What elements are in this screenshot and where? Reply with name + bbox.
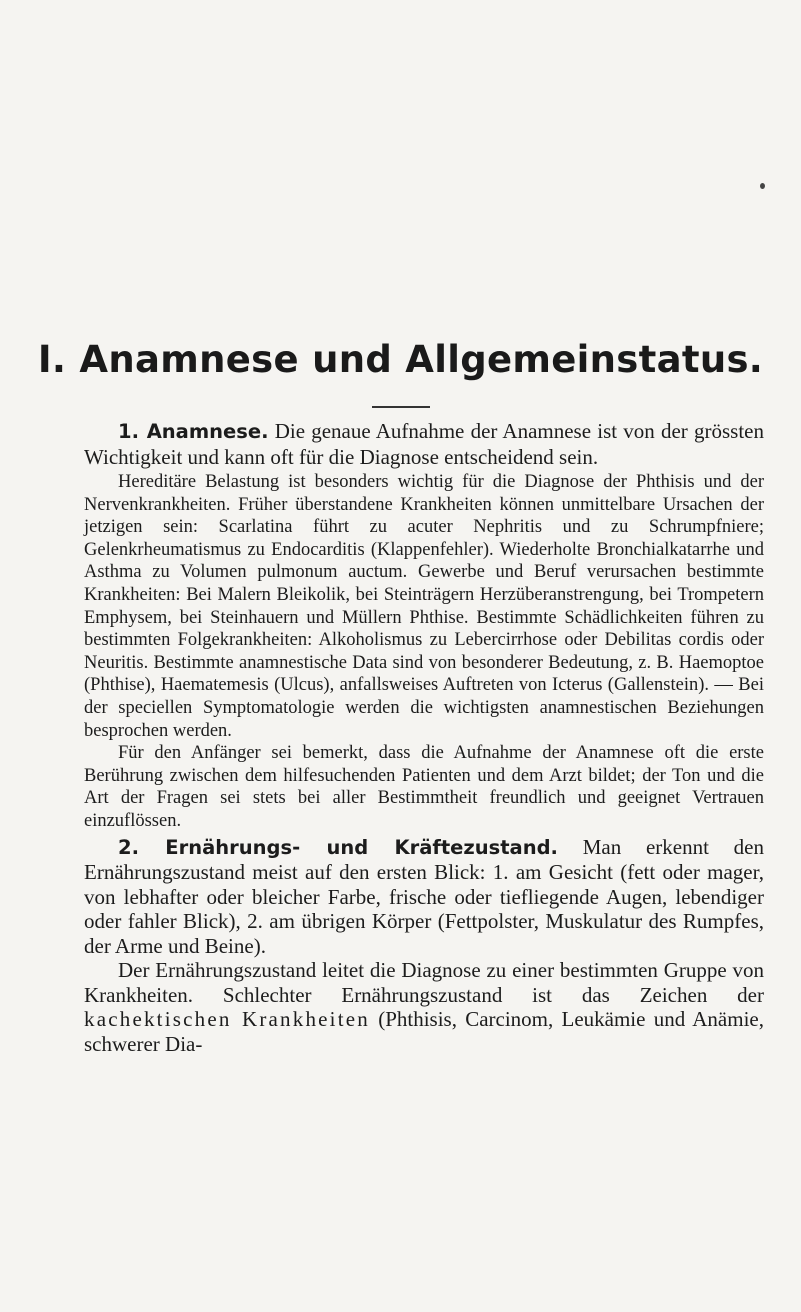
chapter-title: I. Anamnese und Allgemeinstatus. [37,338,764,381]
section-1-heading: 1. Anamnese. [118,420,269,443]
section-1-intro-text: Die genaue Aufnahme der Anamnese ist von der grössten Wichtigkeit und kann oft für die Diagnose entscheidend sein. [84,419,764,469]
section-2-heading: 2. Ernährungs- und Kräftezustand. [118,835,558,859]
section-2-para-emphasis: kachektischen Krankheiten [84,1007,370,1031]
section-2-intro-text: Man erkennt den Ernährungszustand meist auf den ersten Blick: 1. am Gesicht (fett oder mager, von lebhafter oder bleicher Farbe, frische oder tiefliegende Augen, lebendiger oder fahler Blick), 2. am übrigen Körper (Fettpolster, Muskulatur des Rumpfes, der Arme und Beine). [84,834,764,958]
section-2-para-start: Der Ernährungszustand leitet die Diagnose zu einer bestimmten Gruppe von Krankheiten. Schlechter Ernährungszustand ist das Zeichen der [84,958,764,1007]
section-1-paragraph-beginner: Für den Anfänger sei bemerkt, dass die Aufnahme der Anamnese oft die erste Berührung zwischen dem hilfesuchenden Patienten und dem Arzt bildet; der Ton und die Art der Fragen sei stets bei aller Bestimmtheit freundlich und geeignet Vertrauen einzuflössen. [84,743,764,831]
section-1-intro-paragraph [84,419,764,469]
ink-speck [760,183,765,189]
section-2-para-end: (Phthisis, Carcinom, Leukämie und Anämie, schwerer Dia- [84,1007,764,1056]
section-1-paragraph-heredity: Hereditäre Belastung ist besonders wichtig für die Diagnose der Phthisis und der Nervenkrankheiten. Früher überstandene Krankheiten können unmittelbare Ursachen der jetzigen sein: Scarlatina führt zu acuter Nephritis und zu Schrumpfniere; Gelenkrheumatismus zu Endocarditis (Klappenfehler). Wiederholte Bronchialkatarrhe und Asthma zu Volumen pulmonum auctum. Gewerbe und Beruf verursachen bestimmte Krankheiten: Bei Malern Bleikolik, bei Steinträgern Herzüberanstrengung, bei Trompetern Emphysem, bei Steinhauern und Müllern Phthise. Bestimmte Schädlichkeiten führen zu bestimmten Folgekrankheiten: Alkoholismus zu Lebercirrhose oder Debilitas cordis oder Neuritis. Bestimmte anamnestische Data sind von besonderer Bedeutung, z. B. Haemoptoe (Phthise), Haematemesis (Ulcus), anfallsweises Auftreten von Icterus (Gallenstein). — Bei der speciellen Symptomatologie werden die wichtigsten anamnestischen Beziehungen besprochen werden. [84,472,764,741]
page-body [84,419,764,1056]
title-divider [372,406,430,408]
section-2-intro-paragraph [84,835,764,959]
section-2-paragraph-nutrition [84,958,764,1056]
